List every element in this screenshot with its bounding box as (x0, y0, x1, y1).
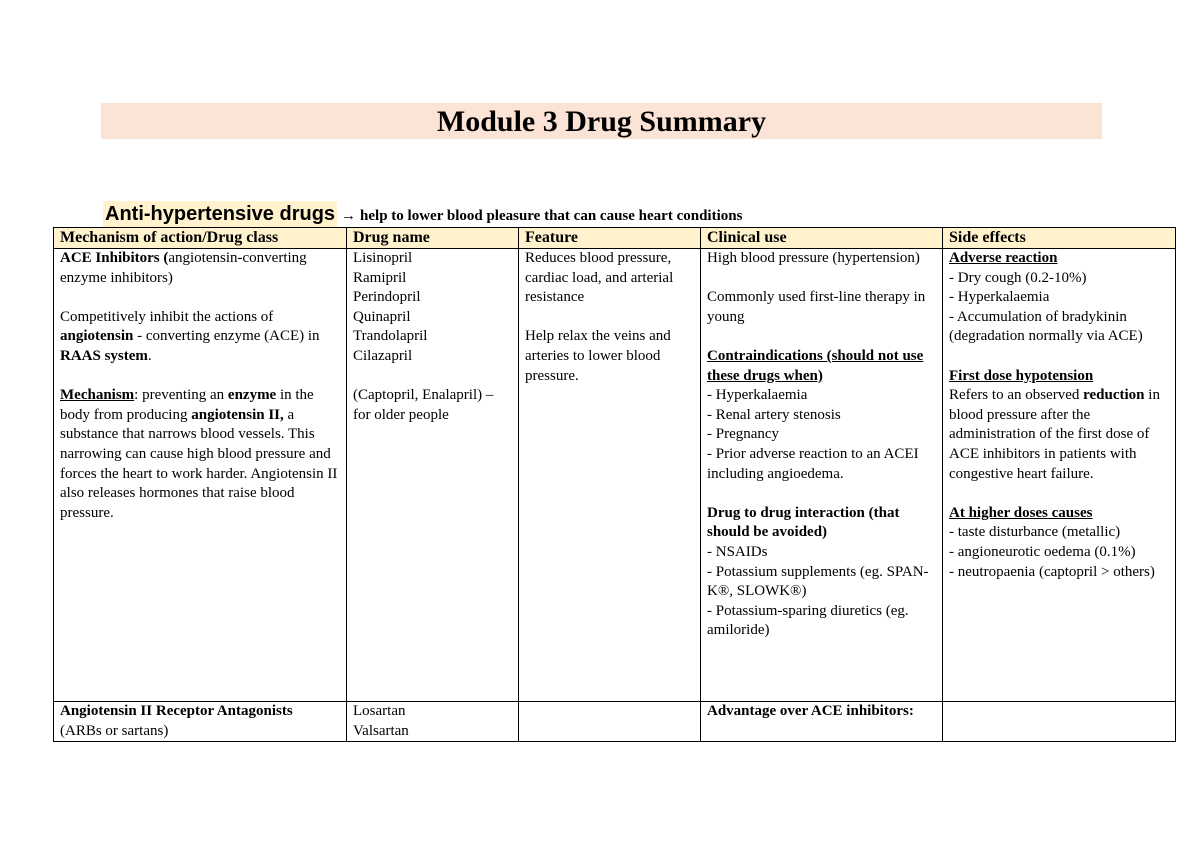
drug-name: Perindopril (353, 289, 421, 306)
drug-name: Quinapril (353, 308, 411, 325)
ace-mechanism-p2: Mechanism: preventing an enzyme in the body from producing angiotensin II, a substance that narrows blood vessels. This narrowing can cause high blood pressure and forces the heart to work harder. Angiotensin II also releases hormones that raise blood pressure. (60, 387, 338, 521)
contraindications-title: Contraindications (should not use these drugs when) (707, 347, 924, 384)
table-row-ace-inhibitors (54, 249, 1176, 702)
table-row-arbs (54, 702, 1176, 742)
cell-feature (519, 249, 701, 702)
contraindication-item: - Pregnancy (707, 426, 780, 443)
adverse-item: - Dry cough (0.2-10%) (949, 269, 1087, 286)
header-clinical-use: Clinical use (701, 228, 943, 249)
header-mechanism: Mechanism of action/Drug class (54, 228, 347, 249)
table-header-row (54, 228, 1176, 249)
header-drug-name: Drug name (347, 228, 519, 249)
drug-name: Trandolapril (353, 328, 428, 345)
ace-class-paren: angiotensin-converting enzyme inhibitors) (60, 250, 307, 286)
page-title: Module 3 Drug Summary (436, 105, 767, 138)
drug-name: Losartan (353, 703, 406, 719)
cell-drug-names (347, 702, 519, 742)
arrow-icon: → (341, 208, 357, 224)
drug-name: Ramipril (353, 269, 407, 286)
higher-dose-item: - angioneurotic oedema (0.1%) (949, 543, 1136, 560)
cell-clinical-use (701, 702, 943, 742)
adverse-reaction-title: Adverse reaction (949, 250, 1058, 266)
ace-class (60, 249, 340, 288)
drug-note: (Captopril, Enalapril) – for older people (353, 387, 494, 423)
cell-feature (519, 702, 701, 742)
feature-text: Reduces blood pressure, cardiac load, and arterial resistance (525, 250, 674, 306)
drug-summary-table (53, 227, 1176, 742)
higher-dose-item: - neutropaenia (captopril > others) (949, 563, 1155, 580)
contraindication-item: - Renal artery stenosis (707, 406, 841, 423)
drug-name: Valsartan (353, 722, 409, 739)
interaction-item: - NSAIDs (707, 543, 768, 560)
cell-drug-names (347, 249, 519, 702)
ace-class-name: ACE Inhibitors ( (60, 250, 169, 266)
section-heading (103, 201, 742, 227)
higher-doses-title: At higher doses causes (949, 504, 1093, 521)
first-line-text: Commonly used first-line therapy in young (707, 289, 926, 325)
first-dose-title: First dose hypotension (949, 367, 1094, 384)
interaction-item: - Potassium supplements (eg. SPAN-K®, SLOWK®) (707, 563, 929, 600)
cell-mechanism (54, 702, 347, 742)
header-feature: Feature (519, 228, 701, 249)
adverse-item: - Hyperkalaemia (949, 289, 1050, 306)
title-band (101, 103, 1102, 139)
cell-clinical-use (701, 249, 943, 702)
interaction-item: - Potassium-sparing diuretics (eg. amiloride) (707, 602, 909, 639)
drug-name: Cilazapril (353, 347, 413, 364)
higher-dose-item: - taste disturbance (metallic) (949, 524, 1121, 541)
contraindication-item: - Prior adverse reaction to an ACEI including angioedema. (707, 445, 919, 482)
cell-side-effects (943, 702, 1176, 742)
interaction-title: Drug to drug interaction (that should be avoided) (707, 504, 900, 541)
advantage-title: Advantage over ACE inhibitors: (707, 703, 914, 719)
arb-class-name: Angiotensin II Receptor Antagonists (60, 703, 293, 719)
cell-side-effects (943, 249, 1176, 702)
first-dose-text: Refers to an observed reduction in blood pressure after the administration of the first dose of ACE inhibitors in patients with congestive heart failure. (949, 387, 1160, 482)
header-side-effects: Side effects (943, 228, 1176, 249)
feature-text: Help relax the veins and arteries to lower blood pressure. (525, 328, 671, 384)
arb-class-paren: (ARBs or sartans) (60, 722, 169, 739)
section-title: Anti-hypertensive drugs (105, 203, 336, 225)
contraindication-item: - Hyperkalaemia (707, 387, 808, 404)
clinical-use-text: High blood pressure (hypertension) (707, 250, 920, 266)
drug-name: Lisinopril (353, 250, 413, 266)
adverse-item: - Accumulation of bradykinin (degradation normally via ACE) (949, 308, 1143, 345)
section-subtitle: help to lower blood pleasure that can cause heart conditions (360, 208, 743, 224)
cell-mechanism (54, 249, 347, 702)
ace-mechanism-p1: Competitively inhibit the actions of angiotensin - converting enzyme (ACE) in RAAS system. (60, 308, 320, 364)
